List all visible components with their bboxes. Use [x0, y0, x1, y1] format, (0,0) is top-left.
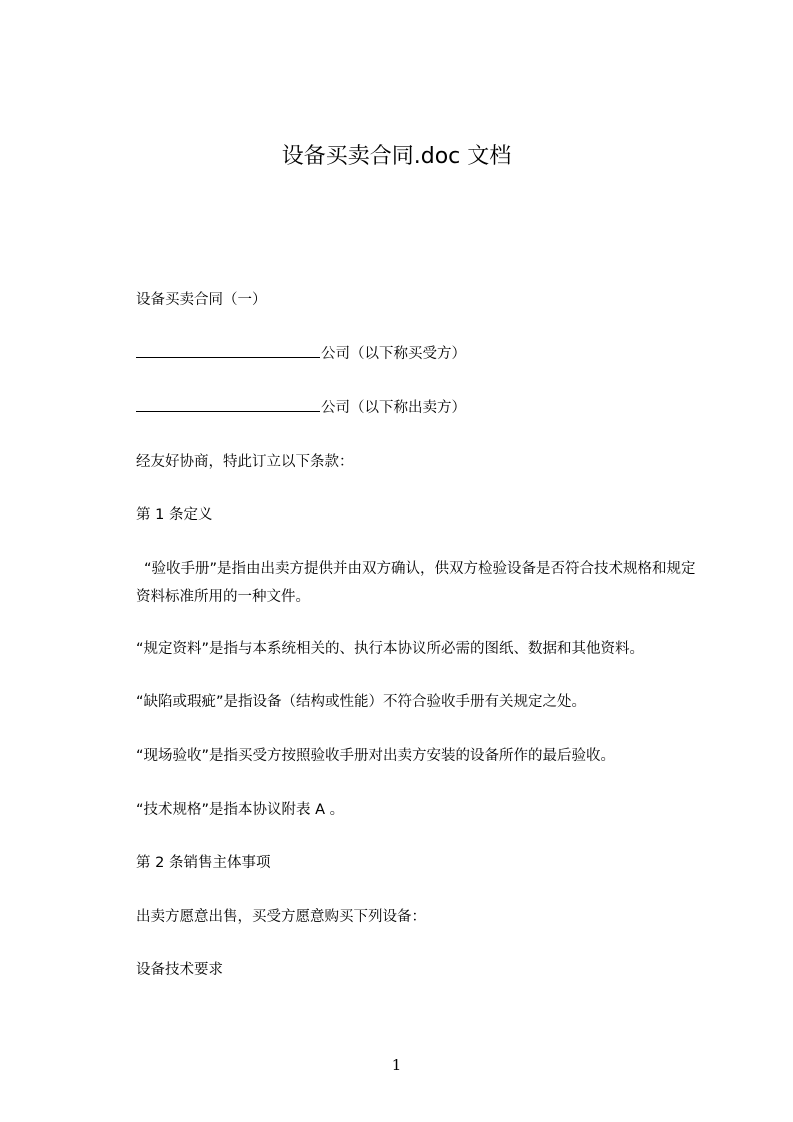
definition-defects: “缺陷或瑕疵”是指设备（结构或性能）不符合验收手册有关规定之处。: [136, 694, 587, 710]
buyer-party-label: 公司（以下称买受方）: [321, 346, 466, 362]
sale-statement: 出卖方愿意出售，买受方愿意购买下列设备：: [136, 909, 426, 925]
seller-party-label: 公司（以下称出卖方）: [321, 400, 466, 416]
definition-specified-materials: “规定资料”是指与本系统相关的、执行本协议所必需的图纸、数据和其他资料。: [136, 641, 645, 657]
document-title: 设备买卖合同.doc 文档: [281, 144, 512, 169]
article-2-title: 第 2 条销售主体事项: [136, 855, 271, 871]
page-number: 1: [391, 1056, 402, 1074]
buyer-party-line: [136, 340, 706, 368]
article-1-title: 第 1 条定义: [136, 507, 213, 523]
seller-party-line: [136, 394, 706, 422]
definition-site-acceptance: “现场验收”是指买受方按照验收手册对出卖方安装的设备所作的最后验收。: [136, 748, 616, 764]
contract-heading: 设备买卖合同（一）: [136, 292, 267, 308]
seller-name-blank: [136, 395, 320, 412]
definition-technical-spec: “技术规格”是指本协议附表 A 。: [136, 802, 345, 818]
definition-acceptance-manual: “验收手册”是指由出卖方提供并由双方确认，供双方检验设备是否符合技术规格和规定资料标准所用的一种文件。: [136, 561, 696, 605]
agreement-statement: 经友好协商，特此订立以下条款：: [136, 454, 354, 470]
equipment-requirements-heading: 设备技术要求: [136, 962, 223, 978]
buyer-name-blank: [136, 341, 320, 358]
